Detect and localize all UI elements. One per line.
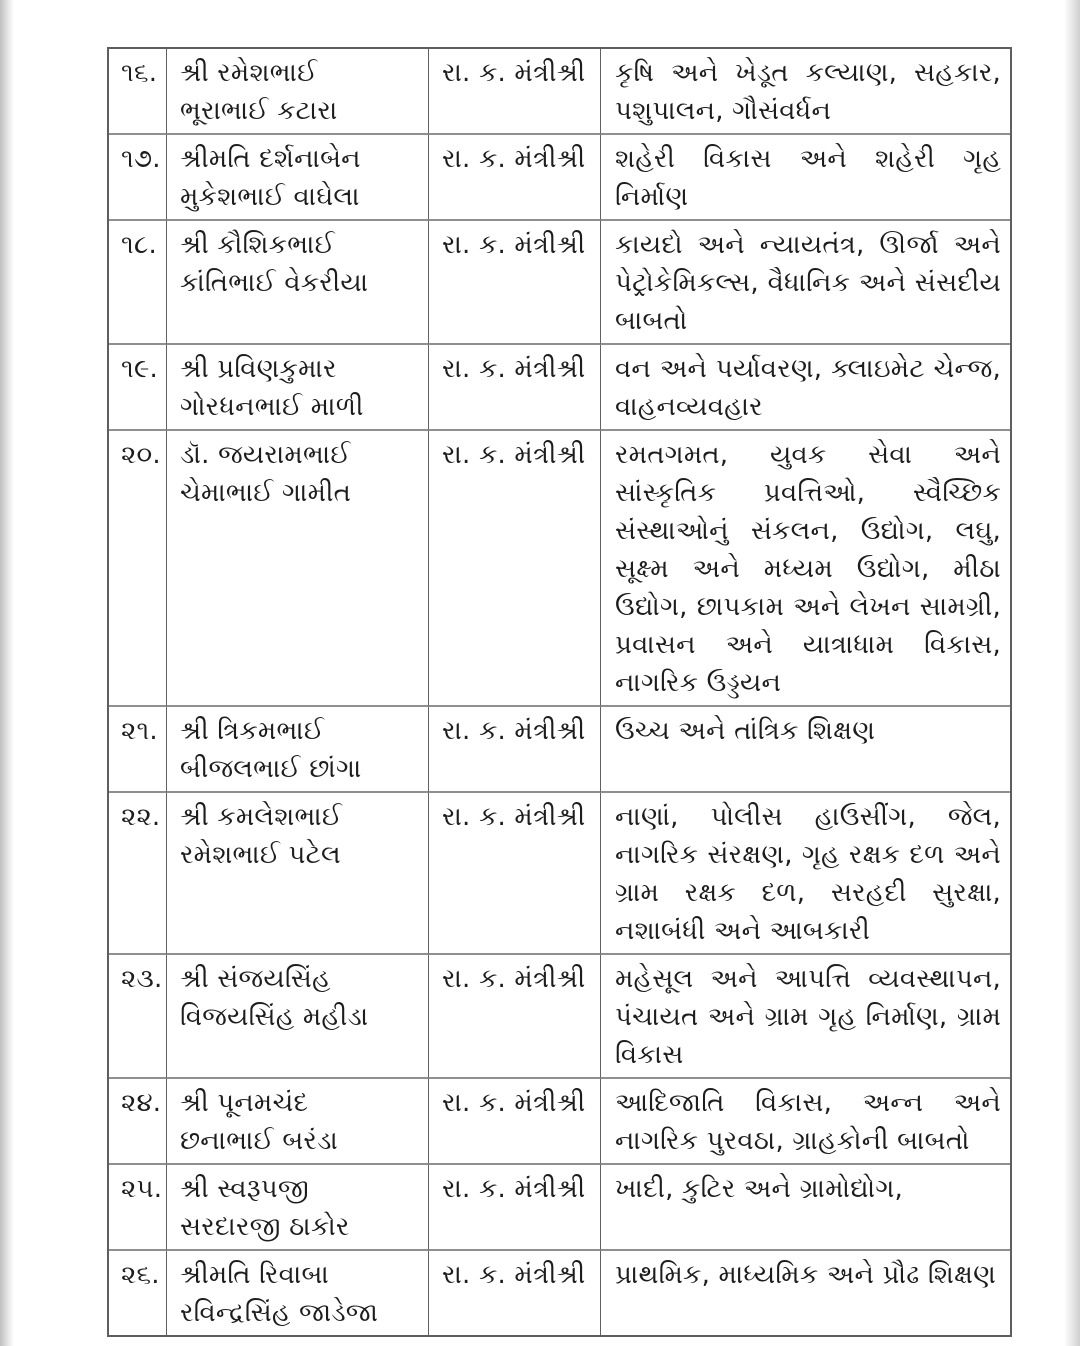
portfolio-cell: મહેસૂલ અને આપત્તિ વ્યવસ્થાપન, પંચાયત અને ગ્રામ ગૃહ નિર્માણ, ગ્રામ વિકાસ bbox=[601, 955, 1010, 1079]
portfolio-cell: નાણાં, પોલીસ હાઉસીંગ, જેલ, નાગરિક સંરક્ષણ, ગૃહ રક્ષક દળ અને ગ્રામ રક્ષક દળ, સરહદી સુરક્ષા, નશાબંધી અને આબકારી bbox=[601, 793, 1010, 955]
table-row bbox=[109, 707, 1010, 793]
table-row bbox=[109, 1165, 1010, 1251]
serial-number-cell: ૨૩. bbox=[109, 955, 167, 1079]
portfolio-cell: રમતગમત, યુવક સેવા અને સાંસ્કૃતિક પ્રવત્તિઓ, સ્વૈચ્છિક સંસ્થાઓનું સંકલન, ઉદ્યોગ, લઘુ, સૂક્ષ્મ અને મધ્યમ ઉદ્યોગ, મીઠા ઉદ્યોગ, છાપકામ અને લેખન સામગ્રી, પ્રવાસન અને યાત્રાધામ વિકાસ, નાગરિક ઉડ્ડયન bbox=[601, 431, 1010, 707]
portfolio-cell: પ્રાથમિક, માધ્યમિક અને પ્રૌઢ શિક્ષણ bbox=[615, 1260, 996, 1290]
designation-cell: રા. ક. મંત્રીશ્રી bbox=[429, 431, 601, 707]
minister-name-cell: શ્રી પ્રવિણકુમાર ગોરધનભાઈ માળી bbox=[167, 345, 429, 431]
serial-number-cell: ૨૪. bbox=[109, 1079, 167, 1165]
table-row bbox=[109, 135, 1010, 221]
designation-cell: રા. ક. મંત્રીશ્રી bbox=[429, 1079, 601, 1165]
portfolio-cell: આદિજાતિ વિકાસ, અન્ન અને નાગરિક પુરવઠા, ગ્રાહકોની બાબતો bbox=[601, 1079, 1010, 1165]
table-row bbox=[109, 49, 1010, 135]
table-row bbox=[109, 955, 1010, 1079]
table-row bbox=[109, 1251, 1010, 1335]
serial-number-cell: ૧૬. bbox=[109, 49, 167, 135]
serial-number-cell: ૧૭. bbox=[109, 135, 167, 221]
serial-number-cell: ૨૫. bbox=[109, 1165, 167, 1251]
minister-name-cell: શ્રીમતિ રિવાબા રવિન્દ્રસિંહ જાડેજા bbox=[167, 1251, 429, 1335]
serial-number-cell: ૨૦. bbox=[109, 431, 167, 707]
designation-cell: રા. ક. મંત્રીશ્રી bbox=[429, 955, 601, 1079]
page-edge-shadow-left bbox=[0, 0, 14, 1346]
designation-cell: રા. ક. મંત્રીશ્રી bbox=[429, 135, 601, 221]
portfolio-cell: વન અને પર્યાવરણ, ક્લાઇમેટ ચેન્જ, વાહનવ્યવહાર bbox=[601, 345, 1010, 431]
designation-cell: રા. ક. મંત્રીશ્રી bbox=[429, 1165, 601, 1251]
portfolio-cell: કૃષિ અને ખેડૂત કલ્યાણ, સહકાર, પશુપાલન, ગૌસંવર્ધન bbox=[601, 49, 1010, 135]
designation-cell: રા. ક. મંત્રીશ્રી bbox=[429, 1251, 601, 1335]
minister-name-cell: શ્રી કમલેશભાઈ રમેશભાઈ પટેલ bbox=[167, 793, 429, 955]
minister-name-cell: શ્રી સ્વરૂપજી સરદારજી ઠાકોર bbox=[167, 1165, 429, 1251]
portfolio-cell: કાયદો અને ન્યાયતંત્ર, ઊર્જા અને પેટ્રોકેમિકલ્સ, વૈધાનિક અને સંસદીય બાબતો bbox=[601, 221, 1010, 345]
ministers-table bbox=[107, 47, 1012, 1337]
serial-number-cell: ૧૯. bbox=[109, 345, 167, 431]
serial-number-cell: ૨૨. bbox=[109, 793, 167, 955]
portfolio-cell: ખાદી, કુટિર અને ગ્રામોદ્યોગ, bbox=[601, 1165, 1010, 1251]
portfolio-cell: શહેરી વિકાસ અને શહેરી ગૃહ નિર્માણ bbox=[601, 135, 1010, 221]
table-row bbox=[109, 793, 1010, 955]
serial-number-cell: ૨૬. bbox=[109, 1251, 167, 1335]
page-edge-shadow-right bbox=[1064, 0, 1080, 1346]
designation-cell: રા. ક. મંત્રીશ્રી bbox=[429, 793, 601, 955]
designation-cell: રા. ક. મંત્રીશ્રી bbox=[429, 345, 601, 431]
table-row bbox=[109, 1079, 1010, 1165]
minister-name-cell: શ્રીમતિ દર્શનાબેન મુકેશભાઈ વાઘેલા bbox=[167, 135, 429, 221]
serial-number-cell: ૨૧. bbox=[109, 707, 167, 793]
portfolio-cell: ઉચ્ચ અને તાંત્રિક શિક્ષણ bbox=[601, 707, 1010, 793]
minister-name-cell: શ્રી સંજયસિંહ વિજયસિંહ મહીડા bbox=[167, 955, 429, 1079]
table-row bbox=[109, 221, 1010, 345]
table-row bbox=[109, 345, 1010, 431]
minister-name-cell: શ્રી કૌશિકભાઈ કાંતિભાઈ વેકરીયા bbox=[167, 221, 429, 345]
designation-cell: રા. ક. મંત્રીશ્રી bbox=[429, 49, 601, 135]
designation-cell: રા. ક. મંત્રીશ્રી bbox=[429, 221, 601, 345]
minister-name-cell: ડૉ. જયરામભાઈ ચેમાભાઈ ગામીત bbox=[167, 431, 429, 707]
minister-name-cell: શ્રી પૂનમચંદ છનાભાઈ બરંડા bbox=[167, 1079, 429, 1165]
minister-name-cell: શ્રી રમેશભાઈ ભૂરાભાઈ કટારા bbox=[167, 49, 429, 135]
minister-name-cell: શ્રી ત્રિકમભાઈ બીજલભાઈ છાંગા bbox=[167, 707, 429, 793]
serial-number-cell: ૧૮. bbox=[109, 221, 167, 345]
table-row bbox=[109, 431, 1010, 707]
designation-cell: રા. ક. મંત્રીશ્રી bbox=[429, 707, 601, 793]
